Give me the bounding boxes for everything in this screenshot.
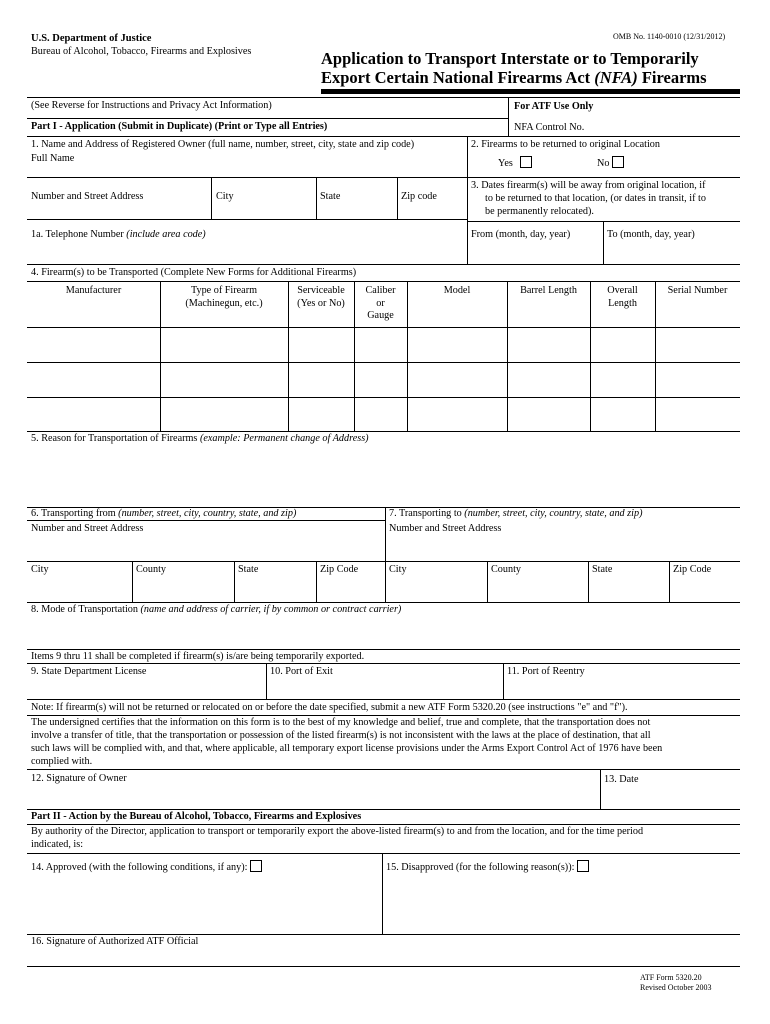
- rule: [27, 853, 740, 854]
- owner-signature-field[interactable]: 12. Signature of Owner: [31, 773, 127, 784]
- rule: [603, 221, 604, 264]
- table-row[interactable]: [27, 397, 740, 398]
- rule: [27, 809, 740, 810]
- rule: [382, 853, 383, 934]
- atf-use-only-label: For ATF Use Only: [514, 101, 594, 112]
- rule: [316, 561, 317, 602]
- item7-county-field[interactable]: County: [491, 564, 522, 575]
- col-serviceable: Serviceable (Yes or No): [297, 285, 345, 309]
- rule: [211, 177, 212, 219]
- rule: [27, 118, 508, 119]
- street-address-field[interactable]: Number and Street Address: [31, 191, 144, 202]
- no-checkbox[interactable]: [612, 156, 624, 168]
- rule: [507, 281, 508, 431]
- item1-label: 1. Name and Address of Registered Owner (full name, number, street, city, state and zip code): [31, 139, 415, 150]
- form-number: ATF Form 5320.20: [640, 973, 702, 982]
- item7-zip-field[interactable]: Zip Code: [673, 564, 712, 575]
- part1-heading: Part I - Application (Submit in Duplicate) (Print or Type all Entries): [31, 121, 328, 132]
- bureau-name: Bureau of Alcohol, Tobacco, Firearms and Explosives: [31, 46, 252, 57]
- col-manufacturer: Manufacturer: [65, 285, 122, 296]
- form-title-line2: Export Certain National Firearms Act (NFA) Firearms: [321, 68, 707, 87]
- item3-line3: be permanently relocated).: [485, 206, 594, 217]
- item7-state-field[interactable]: State: [592, 564, 613, 575]
- item2-yes[interactable]: Yes: [498, 156, 532, 171]
- item2-no[interactable]: No: [597, 156, 624, 171]
- omb-number: OMB No. 1140-0010 (12/31/2012): [613, 32, 726, 41]
- revised-date: Revised October 2003: [640, 983, 712, 992]
- approved-checkbox[interactable]: [250, 860, 262, 872]
- item4-label: 4. Firearm(s) to be Transported (Complete New Forms for Additional Firearms): [31, 267, 357, 278]
- rule: [27, 824, 740, 825]
- col-model: Model: [443, 285, 471, 296]
- col-caliber: Caliber or Gauge: [365, 285, 396, 321]
- col-type: Type of Firearm (Machinegun, etc.): [185, 285, 263, 309]
- rule: [27, 264, 740, 265]
- rule: [27, 431, 740, 432]
- item8-field[interactable]: 8. Mode of Transportation (name and address of carrier, if by common or contract carrier): [31, 604, 402, 615]
- item3-line1: 3. Dates firearm(s) will be away from original location, if: [471, 180, 706, 191]
- rule: [27, 281, 740, 282]
- rule: [27, 769, 740, 770]
- part2-heading: Part II - Action by the Bureau of Alcohol, Tobacco, Firearms and Explosives: [31, 811, 362, 822]
- rule: [27, 649, 740, 650]
- resubmit-note: Note: If firearm(s) will not be returned or relocated on or before the date specified, submit a new ATF Form 5320.20 (see instructions "e" and "f").: [31, 702, 628, 713]
- item2-label: 2. Firearms to be returned to original Location: [471, 139, 660, 150]
- part2-line1: By authority of the Director, application to transport or temporarily export the above-listed firearm(s) to and from the location, and for the time period: [31, 826, 644, 837]
- rule: [27, 602, 740, 603]
- rule: [27, 219, 467, 220]
- rule: [487, 561, 488, 602]
- instructions-note: (See Reverse for Instructions and Privacy Act Information): [31, 100, 272, 111]
- title-rule: [321, 89, 740, 94]
- rule: [669, 561, 670, 602]
- rule: [508, 97, 509, 137]
- department-name: U.S. Department of Justice: [31, 33, 152, 44]
- col-barrel-length: Barrel Length: [520, 285, 577, 296]
- item7-street-field[interactable]: Number and Street Address: [389, 523, 502, 534]
- rule: [655, 281, 656, 431]
- item7-city-field[interactable]: City: [389, 564, 407, 575]
- rule: [27, 715, 740, 716]
- rule: [132, 561, 133, 602]
- rule: [588, 561, 589, 602]
- rule: [27, 97, 740, 98]
- nfa-control-label: NFA Control No.: [514, 122, 585, 133]
- rule: [27, 699, 740, 700]
- col-overall-length: Overall Length: [607, 285, 638, 309]
- date-field[interactable]: 13. Date: [604, 774, 639, 785]
- to-date-field[interactable]: To (month, day, year): [607, 229, 695, 240]
- certification-line3: such laws will be complied with, and that, where applicable, all temporary export license provisions under the Arms Export Control Act of 1976 have been: [31, 743, 663, 754]
- rule: [27, 663, 740, 664]
- table-row[interactable]: [27, 327, 740, 328]
- rule: [407, 281, 408, 431]
- atf-official-signature-field[interactable]: 16. Signature of Authorized ATF Official: [31, 936, 199, 947]
- rule: [234, 561, 235, 602]
- item3-line2: to be returned to that location, (or dates in transit, if to: [485, 193, 706, 204]
- disapproved-field[interactable]: 15. Disapproved (for the following reason(s)):: [386, 860, 589, 875]
- port-of-reentry-field[interactable]: 11. Port of Reentry: [507, 666, 585, 677]
- item6-state-field[interactable]: State: [238, 564, 259, 575]
- certification-line1: The undersigned certifies that the information on this form is to the best of my knowledge and belief, true and complete, that the transportation does not: [31, 717, 651, 728]
- approved-field[interactable]: 14. Approved (with the following conditions, if any):: [31, 860, 262, 875]
- rule: [27, 177, 740, 178]
- zip-field[interactable]: Zip code: [401, 191, 437, 202]
- rule: [27, 520, 386, 521]
- state-dept-license-field[interactable]: 9. State Department License: [31, 666, 147, 677]
- telephone-field[interactable]: 1a. Telephone Number (include area code): [31, 229, 206, 240]
- item6-zip-field[interactable]: Zip Code: [320, 564, 359, 575]
- rule: [467, 136, 468, 264]
- table-row[interactable]: [27, 362, 740, 363]
- col-serial-number: Serial Number: [667, 285, 728, 296]
- state-field[interactable]: State: [320, 191, 341, 202]
- yes-checkbox[interactable]: [520, 156, 532, 168]
- from-date-field[interactable]: From (month, day, year): [471, 229, 571, 240]
- rule: [385, 507, 386, 602]
- certification-line4: complied with.: [31, 756, 93, 767]
- item6-street-field[interactable]: Number and Street Address: [31, 523, 144, 534]
- rule: [600, 769, 601, 809]
- item7-label: 7. Transporting to (number, street, city, country, state, and zip): [389, 508, 643, 519]
- rule: [27, 136, 740, 137]
- port-of-exit-field[interactable]: 10. Port of Exit: [270, 666, 333, 677]
- item5-field[interactable]: 5. Reason for Transportation of Firearms (example: Permanent change of Address): [31, 433, 369, 444]
- rule: [503, 663, 504, 699]
- rule: [27, 561, 740, 562]
- export-note: Items 9 thru 11 shall be completed if firearm(s) is/are being temporarily exported.: [31, 651, 365, 662]
- part2-line2: indicated, is:: [31, 839, 84, 850]
- full-name-field[interactable]: Full Name: [31, 153, 75, 164]
- rule: [397, 177, 398, 219]
- disapproved-checkbox[interactable]: [577, 860, 589, 872]
- rule: [266, 663, 267, 699]
- certification-line2: involve a transfer of title, that the transportation or possession of the listed firearm(s) is not inconsistent with the laws at the place of destination, that all: [31, 730, 651, 741]
- item6-city-field[interactable]: City: [31, 564, 49, 575]
- city-field[interactable]: City: [216, 191, 234, 202]
- item6-label: 6. Transporting from (number, street, city, country, state, and zip): [31, 508, 297, 519]
- form-title-line1: Application to Transport Interstate or to Temporarily: [321, 49, 699, 68]
- rule: [316, 177, 317, 219]
- rule: [27, 966, 740, 967]
- rule: [27, 934, 740, 935]
- item6-county-field[interactable]: County: [136, 564, 167, 575]
